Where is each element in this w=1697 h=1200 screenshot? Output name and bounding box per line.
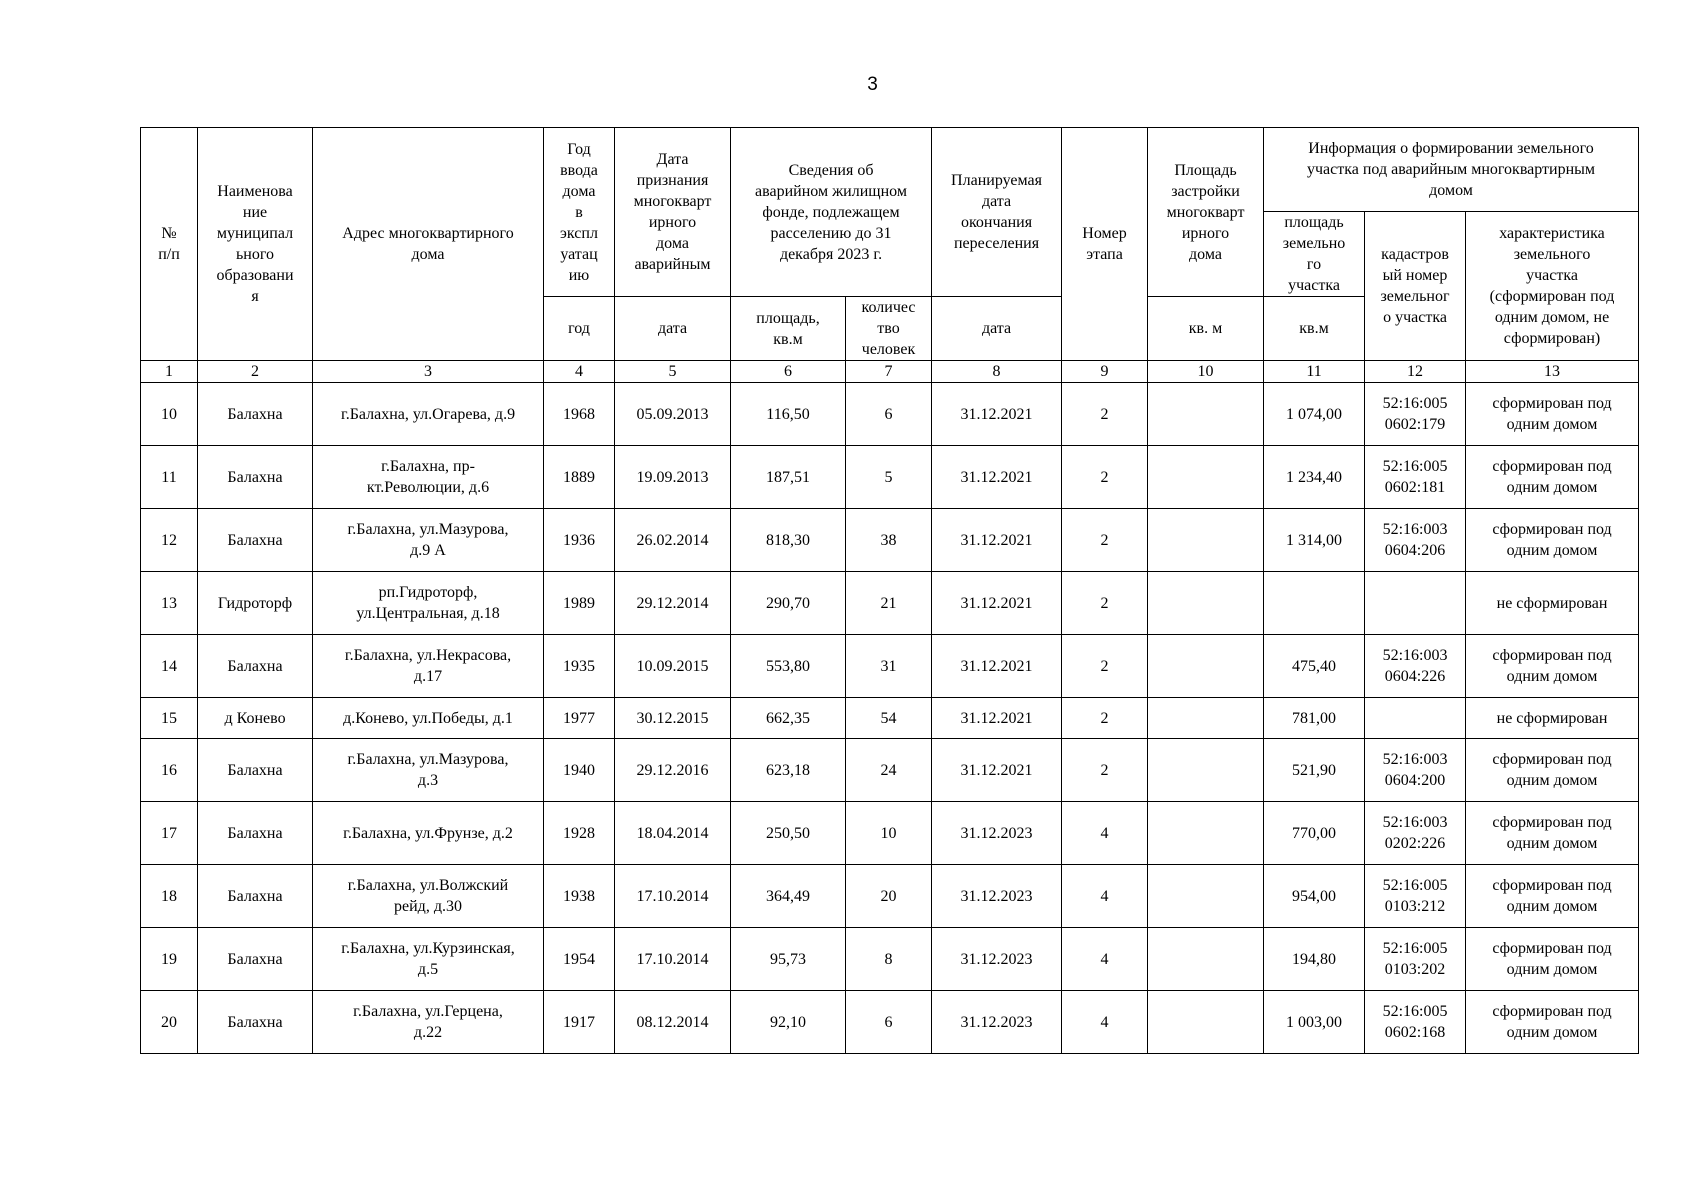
table-row <box>141 572 1639 635</box>
cell-date-recognized: 18.04.2014 <box>615 802 731 865</box>
cell-cadastral: 52:16:005 0602:181 <box>1365 446 1466 509</box>
cell-cadastral <box>1365 572 1466 635</box>
cell-building-area <box>1148 991 1264 1054</box>
cell-address: г.Балахна, ул.Мазурова, д.3 <box>313 739 544 802</box>
cell-year: 1977 <box>544 698 615 739</box>
cell-municipality: Балахна <box>198 446 313 509</box>
header-building-area: Площадь застройки многокварт ирного дома <box>1148 128 1264 297</box>
table-row <box>141 928 1639 991</box>
cell-building-area <box>1148 802 1264 865</box>
column-number: 11 <box>1264 361 1365 383</box>
cell-address: г.Балахна, ул.Мазурова, д.9 А <box>313 509 544 572</box>
cell-year: 1938 <box>544 865 615 928</box>
header-land-area: площадь земельно го участка <box>1264 212 1365 297</box>
cell-building-area <box>1148 635 1264 698</box>
cell-cadastral: 52:16:003 0604:200 <box>1365 739 1466 802</box>
cell-people: 38 <box>846 509 932 572</box>
cell-building-area <box>1148 509 1264 572</box>
header-land-characteristic: характеристика земельного участка (сформирован под одним домом, не сформирован) <box>1466 212 1639 361</box>
cell-date-recognized: 05.09.2013 <box>615 383 731 446</box>
cell-land-area: 194,80 <box>1264 928 1365 991</box>
cell-planned-end: 31.12.2023 <box>932 928 1062 991</box>
cell-municipality: Балахна <box>198 739 313 802</box>
cell-people: 20 <box>846 865 932 928</box>
column-number: 2 <box>198 361 313 383</box>
cell-building-area <box>1148 698 1264 739</box>
unit-area: площадь, кв.м <box>731 297 846 361</box>
table-row <box>141 446 1639 509</box>
cell-land-area: 1 314,00 <box>1264 509 1365 572</box>
cell-land-area: 1 234,40 <box>1264 446 1365 509</box>
cell-area: 95,73 <box>731 928 846 991</box>
cell-date-recognized: 17.10.2014 <box>615 928 731 991</box>
cell-area: 116,50 <box>731 383 846 446</box>
cell-area: 250,50 <box>731 802 846 865</box>
cell-land-area: 781,00 <box>1264 698 1365 739</box>
column-number: 9 <box>1062 361 1148 383</box>
cell-land-area: 770,00 <box>1264 802 1365 865</box>
cell-cadastral: 52:16:003 0604:226 <box>1365 635 1466 698</box>
cell-address: г.Балахна, ул.Герцена, д.22 <box>313 991 544 1054</box>
cell-planned-end: 31.12.2021 <box>932 698 1062 739</box>
cell-land-area: 954,00 <box>1264 865 1365 928</box>
cell-date-recognized: 26.02.2014 <box>615 509 731 572</box>
cell-date-recognized: 29.12.2014 <box>615 572 731 635</box>
column-number: 5 <box>615 361 731 383</box>
cell-people: 24 <box>846 739 932 802</box>
cell-building-area <box>1148 572 1264 635</box>
cell-stage: 2 <box>1062 383 1148 446</box>
cell-year: 1954 <box>544 928 615 991</box>
page-number: 3 <box>867 74 878 95</box>
unit-date-recognized: дата <box>615 297 731 361</box>
cell-planned-end: 31.12.2021 <box>932 446 1062 509</box>
cell-municipality: Гидроторф <box>198 572 313 635</box>
cell-address: г.Балахна, ул.Курзинская, д.5 <box>313 928 544 991</box>
column-number: 12 <box>1365 361 1466 383</box>
table-row <box>141 865 1639 928</box>
cell-year: 1968 <box>544 383 615 446</box>
cell-address: г.Балахна, ул.Волжский рейд, д.30 <box>313 865 544 928</box>
cell-people: 8 <box>846 928 932 991</box>
unit-building-area: кв. м <box>1148 297 1264 361</box>
table-row <box>141 698 1639 739</box>
column-number-row <box>141 361 1639 383</box>
cell-date-recognized: 30.12.2015 <box>615 698 731 739</box>
cell-municipality: Балахна <box>198 635 313 698</box>
cell-stage: 2 <box>1062 572 1148 635</box>
header-emergency-info: Сведения об аварийном жилищном фонде, подлежащем расселению до 31 декабря 2023 г. <box>731 128 932 297</box>
unit-land-area: кв.м <box>1264 297 1365 361</box>
header-planned-end: Планируемая дата окончания переселения <box>932 128 1062 297</box>
cell-municipality: д Конево <box>198 698 313 739</box>
cell-year: 1989 <box>544 572 615 635</box>
cell-area: 92,10 <box>731 991 846 1054</box>
cell-year: 1936 <box>544 509 615 572</box>
table-row <box>141 509 1639 572</box>
column-number: 1 <box>141 361 198 383</box>
cell-land-area: 1 074,00 <box>1264 383 1365 446</box>
cell-address: г.Балахна, ул.Некрасова, д.17 <box>313 635 544 698</box>
cell-land-status: сформирован под одним домом <box>1466 509 1639 572</box>
cell-area: 818,30 <box>731 509 846 572</box>
header-date-recognized: Дата признания многокварт ирного дома аварийным <box>615 128 731 297</box>
table-row <box>141 635 1639 698</box>
cell-land-status: сформирован под одним домом <box>1466 635 1639 698</box>
cell-stage: 2 <box>1062 739 1148 802</box>
cell-land-area: 475,40 <box>1264 635 1365 698</box>
cell-address: рп.Гидроторф, ул.Центральная, д.18 <box>313 572 544 635</box>
cell-land-status: сформирован под одним домом <box>1466 865 1639 928</box>
cell-municipality: Балахна <box>198 991 313 1054</box>
cell-stage: 2 <box>1062 635 1148 698</box>
column-number: 6 <box>731 361 846 383</box>
cell-cadastral: 52:16:003 0604:206 <box>1365 509 1466 572</box>
cell-area: 187,51 <box>731 446 846 509</box>
cell-planned-end: 31.12.2023 <box>932 991 1062 1054</box>
cell-planned-end: 31.12.2021 <box>932 739 1062 802</box>
emergency-housing-table <box>140 127 1639 1054</box>
cell-land-status: сформирован под одним домом <box>1466 991 1639 1054</box>
unit-year: год <box>544 297 615 361</box>
cell-municipality: Балахна <box>198 865 313 928</box>
cell-stage: 2 <box>1062 446 1148 509</box>
table-row <box>141 383 1639 446</box>
cell-building-area <box>1148 928 1264 991</box>
cell-people: 54 <box>846 698 932 739</box>
cell-address: г.Балахна, пр- кт.Революции, д.6 <box>313 446 544 509</box>
cell-land-status: не сформирован <box>1466 572 1639 635</box>
column-number: 10 <box>1148 361 1264 383</box>
cell-planned-end: 31.12.2023 <box>932 802 1062 865</box>
cell-municipality: Балахна <box>198 802 313 865</box>
table-row <box>141 802 1639 865</box>
cell-area: 290,70 <box>731 572 846 635</box>
cell-stage: 4 <box>1062 802 1148 865</box>
column-number: 4 <box>544 361 615 383</box>
cell-planned-end: 31.12.2021 <box>932 572 1062 635</box>
header-year-built: Год ввода дома в экспл уатац ию <box>544 128 615 297</box>
cell-stage: 4 <box>1062 928 1148 991</box>
header-num: № п/п <box>141 128 198 361</box>
header-cadastral: кадастров ый номер земельног о участка <box>1365 212 1466 361</box>
cell-year: 1917 <box>544 991 615 1054</box>
table-row <box>141 739 1639 802</box>
cell-date-recognized: 08.12.2014 <box>615 991 731 1054</box>
cell-land-status: не сформирован <box>1466 698 1639 739</box>
column-number: 13 <box>1466 361 1639 383</box>
cell-date-recognized: 19.09.2013 <box>615 446 731 509</box>
cell-people: 21 <box>846 572 932 635</box>
cell-planned-end: 31.12.2023 <box>932 865 1062 928</box>
cell-people: 5 <box>846 446 932 509</box>
cell-address: г.Балахна, ул.Фрунзе, д.2 <box>313 802 544 865</box>
cell-row-number: 20 <box>141 991 198 1054</box>
cell-row-number: 16 <box>141 739 198 802</box>
cell-building-area <box>1148 383 1264 446</box>
cell-row-number: 12 <box>141 509 198 572</box>
cell-municipality: Балахна <box>198 383 313 446</box>
cell-stage: 2 <box>1062 698 1148 739</box>
cell-people: 6 <box>846 991 932 1054</box>
cell-row-number: 15 <box>141 698 198 739</box>
cell-row-number: 13 <box>141 572 198 635</box>
column-number: 8 <box>932 361 1062 383</box>
cell-date-recognized: 29.12.2016 <box>615 739 731 802</box>
cell-area: 623,18 <box>731 739 846 802</box>
header-municipality: Наименова ние муниципал ьного образовани я <box>198 128 313 361</box>
cell-year: 1935 <box>544 635 615 698</box>
cell-area: 364,49 <box>731 865 846 928</box>
cell-stage: 2 <box>1062 509 1148 572</box>
cell-cadastral: 52:16:003 0202:226 <box>1365 802 1466 865</box>
cell-year: 1889 <box>544 446 615 509</box>
cell-cadastral: 52:16:005 0103:212 <box>1365 865 1466 928</box>
cell-row-number: 18 <box>141 865 198 928</box>
cell-stage: 4 <box>1062 991 1148 1054</box>
header-land-info: Информация о формировании земельного участка под аварийным многоквартирным домом <box>1264 128 1639 212</box>
cell-area: 553,80 <box>731 635 846 698</box>
cell-area: 662,35 <box>731 698 846 739</box>
column-number: 7 <box>846 361 932 383</box>
cell-row-number: 19 <box>141 928 198 991</box>
cell-people: 10 <box>846 802 932 865</box>
cell-land-area: 521,90 <box>1264 739 1365 802</box>
cell-land-status: сформирован под одним домом <box>1466 802 1639 865</box>
cell-year: 1928 <box>544 802 615 865</box>
cell-address: д.Конево, ул.Победы, д.1 <box>313 698 544 739</box>
cell-building-area <box>1148 446 1264 509</box>
cell-planned-end: 31.12.2021 <box>932 635 1062 698</box>
unit-planned-end: дата <box>932 297 1062 361</box>
cell-row-number: 14 <box>141 635 198 698</box>
cell-municipality: Балахна <box>198 928 313 991</box>
cell-cadastral <box>1365 698 1466 739</box>
cell-planned-end: 31.12.2021 <box>932 383 1062 446</box>
cell-people: 6 <box>846 383 932 446</box>
cell-land-area <box>1264 572 1365 635</box>
cell-row-number: 11 <box>141 446 198 509</box>
header-stage: Номер этапа <box>1062 128 1148 361</box>
cell-address: г.Балахна, ул.Огарева, д.9 <box>313 383 544 446</box>
unit-people: количес тво человек <box>846 297 932 361</box>
cell-date-recognized: 10.09.2015 <box>615 635 731 698</box>
cell-stage: 4 <box>1062 865 1148 928</box>
cell-row-number: 10 <box>141 383 198 446</box>
table-row <box>141 991 1639 1054</box>
column-number: 3 <box>313 361 544 383</box>
cell-land-status: сформирован под одним домом <box>1466 446 1639 509</box>
header-row-1 <box>141 128 1639 212</box>
cell-people: 31 <box>846 635 932 698</box>
cell-cadastral: 52:16:005 0103:202 <box>1365 928 1466 991</box>
cell-cadastral: 52:16:005 0602:179 <box>1365 383 1466 446</box>
cell-planned-end: 31.12.2021 <box>932 509 1062 572</box>
cell-municipality: Балахна <box>198 509 313 572</box>
cell-date-recognized: 17.10.2014 <box>615 865 731 928</box>
cell-land-status: сформирован под одним домом <box>1466 928 1639 991</box>
cell-land-status: сформирован под одним домом <box>1466 739 1639 802</box>
header-address: Адрес многоквартирного дома <box>313 128 544 361</box>
cell-land-status: сформирован под одним домом <box>1466 383 1639 446</box>
cell-row-number: 17 <box>141 802 198 865</box>
cell-building-area <box>1148 865 1264 928</box>
cell-land-area: 1 003,00 <box>1264 991 1365 1054</box>
cell-year: 1940 <box>544 739 615 802</box>
cell-cadastral: 52:16:005 0602:168 <box>1365 991 1466 1054</box>
cell-building-area <box>1148 739 1264 802</box>
